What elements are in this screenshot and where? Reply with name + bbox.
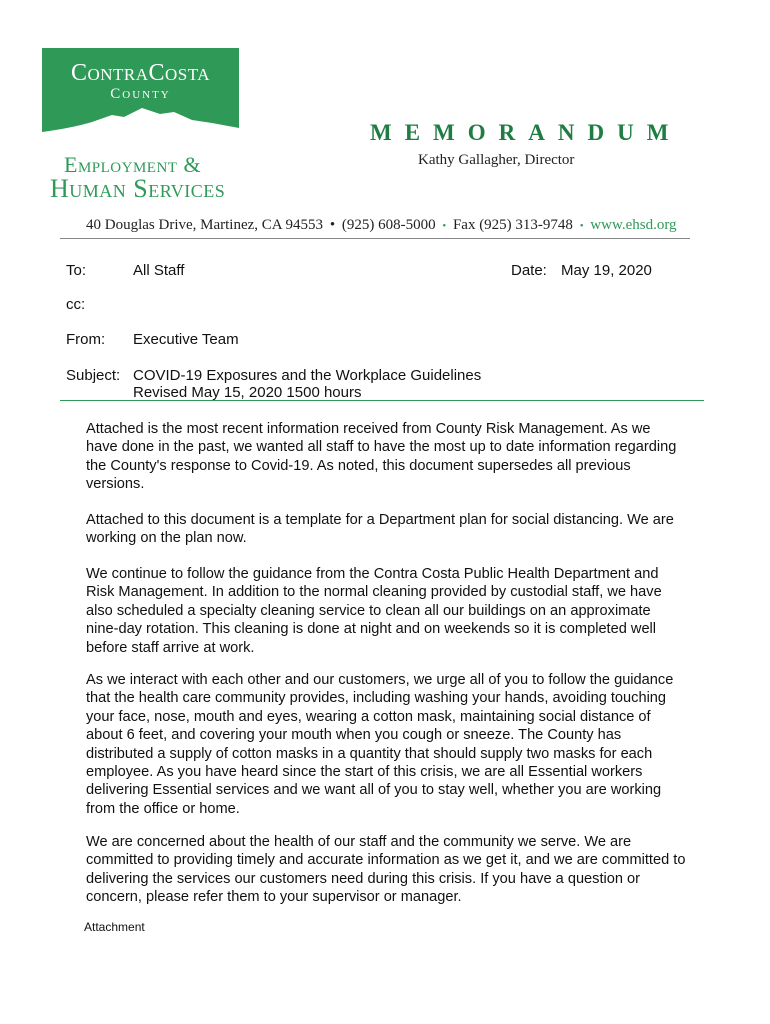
county-logo: [42, 48, 239, 138]
logo-contra-costa: ContraCosta: [70, 60, 211, 86]
body-paragraph-3: We continue to follow the guidance from the Contra Costa Public Health Department and Risk Management. In addition to the normal cleaning provided by custodial staff, we have also scheduled a specialty cleaning service to clean all our buildings on an approximate nine-day rotation. This cleaning is done at night and on weekends so it is completed well before staff arrive at work.: [86, 566, 662, 656]
body-paragraph-5: We are concerned about the health of our staff and the community we serve. We are committed to providing timely and accurate information as we get it, and we are committed to delivering the services our customers need during this crisis. If you have a question or concern, please refer them to your supervisor or manager.: [86, 834, 686, 906]
date-label: Date:: [511, 262, 547, 279]
dept-name-line1: Employment &: [64, 152, 202, 177]
to-value: All Staff: [133, 262, 185, 279]
address-line: [86, 217, 706, 234]
cc-label: cc:: [66, 296, 86, 313]
body-paragraph-4: As we interact with each other and our customers, we urge all of you to follow the guidance that the health care community provides, including washing your hands, avoiding touching your face, nose, mouth and eyes, wearing a cotton mask, maintaining social distance of about 6 feet, and covering your mouth when you cough or sneeze. The County has distributed a supply of cotton masks in a quantity that should supply two masks for each employee. As you have heard since the start of this crisis, we are all Essential workers delivering Essential services and we want all of you to stay well, whether you are working from the office or home.: [86, 672, 674, 817]
logo-county: County: [110, 86, 171, 102]
attachment-label: Attachment: [84, 920, 145, 934]
subject-line2: Revised May 15, 2020 1500 hours: [133, 384, 362, 401]
body-paragraph-1: Attached is the most recent information received from County Risk Management. As we have done in the past, we wanted all staff to have the most up to date information regarding the County's response to Covid-19. As noted, this document supersedes all previous versions.: [86, 421, 677, 493]
bullet-separator: •: [329, 217, 336, 233]
subject-divider: [60, 400, 704, 401]
date-value: May 19, 2020: [561, 262, 652, 279]
body-paragraph-2: Attached to this document is a template for a Department plan for social distancing. We are working on the plan now.: [86, 512, 674, 547]
subject-line1: COVID-19 Exposures and the Workplace Guidelines: [133, 367, 482, 384]
phone-number: (925) 608-5000: [341, 217, 436, 233]
mountain-icon: [42, 98, 239, 138]
dept-name-line2: Human Services: [50, 174, 226, 203]
memo-title: MEMORANDUM: [370, 120, 682, 145]
director-name: Kathy Gallagher, Director: [418, 152, 575, 168]
header-divider: [60, 238, 690, 239]
subject-label: Subject:: [66, 367, 121, 384]
to-label: To:: [66, 262, 87, 279]
from-value: Executive Team: [133, 331, 239, 348]
from-label: From:: [66, 331, 106, 348]
fax-number: Fax (925) 313-9748: [452, 217, 573, 233]
bullet-separator: •: [579, 220, 584, 232]
website-link[interactable]: www.ehsd.org: [590, 217, 677, 233]
street-address: 40 Douglas Drive, Martinez, CA 94553: [86, 217, 324, 233]
bullet-separator: •: [442, 220, 447, 232]
